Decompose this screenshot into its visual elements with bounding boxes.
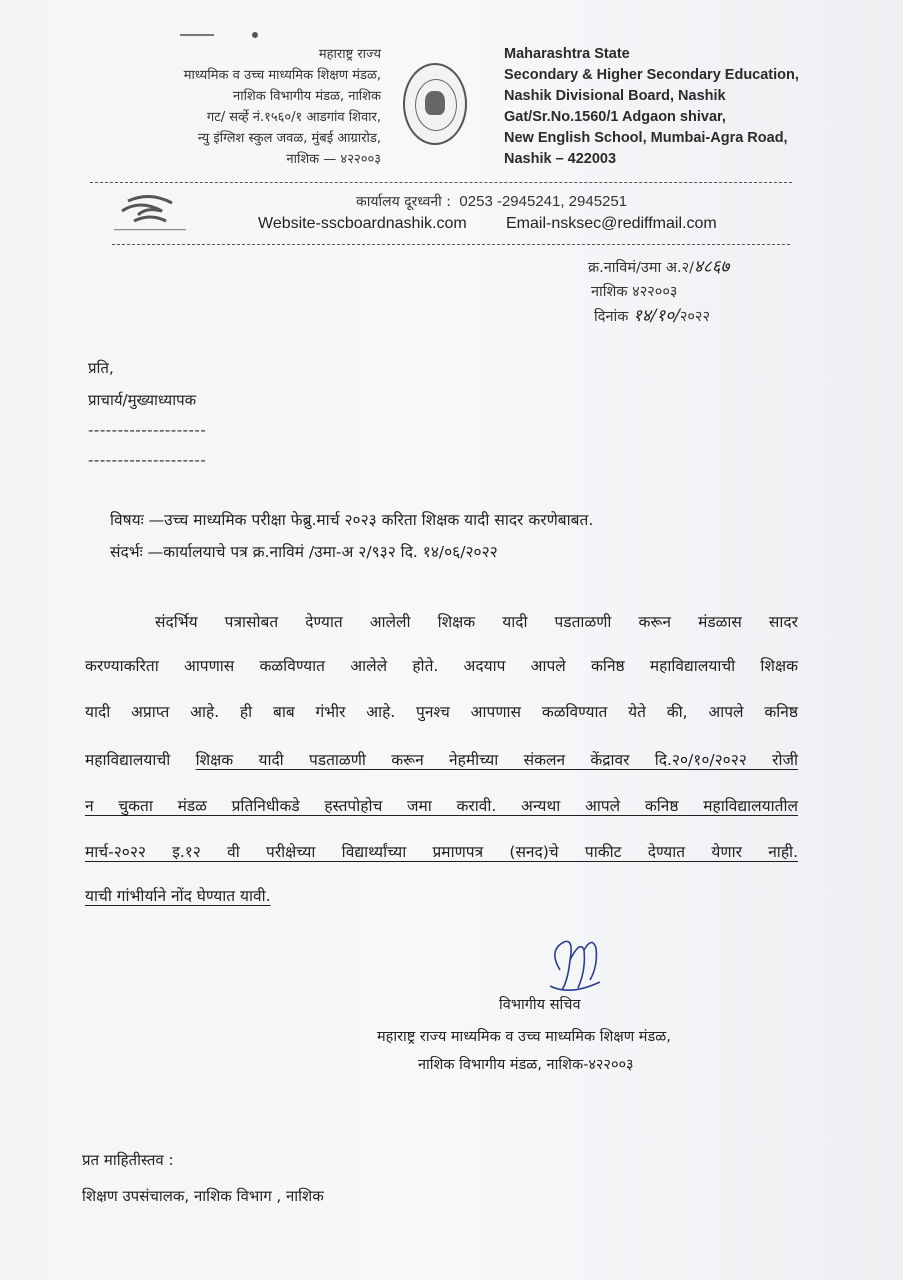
- phone-numbers: 0253 -2945241, 2945251: [459, 193, 628, 210]
- reference-number: [588, 255, 729, 280]
- addressee-designation: प्राचार्य/मुख्याध्यापक: [88, 391, 197, 409]
- body-line-4: [85, 748, 798, 770]
- body-line-1: संदर्भिय पत्रासोबत देण्यात आलेली शिक्षक यादी पडताळणी करून मंडळास सादर: [155, 613, 798, 631]
- phone-label: कार्यालय दूरध्वनी :: [356, 194, 451, 210]
- signatory-title: विभागीय सचिव: [499, 997, 581, 1013]
- header-marathi: [184, 44, 381, 170]
- signatory-division: नाशिक विभागीय मंडळ, नाशिक-४२२००३: [418, 1057, 634, 1073]
- header-en-line-4: Gat/Sr.No.1560/1 Adgaon shivar,: [504, 109, 726, 125]
- header-english: [504, 44, 799, 170]
- date-handwritten: १४/१०/: [633, 306, 680, 326]
- header-en-line-5: New English School, Mumbai-Agra Road,: [504, 130, 788, 146]
- ref-number-prefix: क्र.नाविमं/उमा अ.२/: [588, 260, 695, 276]
- board-logo-icon: [110, 193, 190, 233]
- reference-city: नाशिक ४२२००३: [591, 284, 678, 300]
- state-seal-emblem: [403, 63, 467, 145]
- copy-to-recipient: शिक्षण उपसंचालक, नाशिक विभाग , नाशिक: [82, 1187, 324, 1205]
- header-divider-top: [90, 182, 792, 183]
- body-line-4-plain: महाविद्यालयाची: [85, 751, 196, 769]
- body-line-3: यादी अप्राप्त आहे. ही बाब गंभीर आहे. पुनश्च आपणास कळविण्यात येते की, आपले कनिष्ठ: [85, 703, 798, 721]
- body-line-6: मार्च-२०२२ इ.१२ वी परीक्षेच्या विद्यार्थ्यांच्या प्रमाणपत्र (सनद)चे पाकीट देण्यात येणार नाही.: [85, 843, 798, 861]
- body-line-2: करण्याकरिता आपणास कळविण्यात आलेले होते. अदयाप आपले कनिष्ठ महाविद्यालयाची शिक्षक: [85, 657, 798, 675]
- email-text: Email-nsksec@rediffmail.com: [506, 215, 717, 232]
- website-text: Website-sscboardnashik.com: [258, 215, 467, 232]
- date-prefix: दिनांक: [594, 309, 629, 325]
- header-en-line-1: Maharashtra State: [504, 46, 630, 62]
- header-en-line-2: Secondary & Higher Secondary Education,: [504, 67, 799, 83]
- addressee-blank-1: --------------------: [88, 421, 207, 439]
- header-mr-line-6: नाशिक — ४२२००३: [286, 152, 381, 167]
- pin-dot: [252, 32, 258, 38]
- body-line-4-underlined: शिक्षक यादी पडताळणी करून नेहमीच्या संकलन केंद्रावर दि.२०/१०/२०२२ रोजी: [195, 751, 799, 769]
- body-line-7: याची गांभीर्याने नोंद घेण्यात यावी.: [85, 887, 271, 905]
- header-divider-bottom: [112, 244, 790, 245]
- ref-number-handwritten: ४८६७: [694, 257, 730, 277]
- header-mr-line-3: नाशिक विभागीय मंडळ, नाशिक: [232, 89, 381, 104]
- office-phone: [356, 192, 627, 211]
- subject-line: विषयः —उच्च माध्यमिक परीक्षा फेब्रु.मार्च २०२३ करिता शिक्षक यादी सादर करणेबाबत.: [110, 511, 594, 529]
- reference-date: [594, 304, 710, 329]
- header-en-line-3: Nashik Divisional Board, Nashik: [504, 88, 726, 104]
- header-en-line-6: Nashik – 422003: [504, 151, 617, 167]
- subject-reference-line: संदर्भः —कार्यालयाचे पत्र क्र.नाविमं /उमा-अ २/९३२ दि. १४/०६/२०२२: [110, 543, 498, 561]
- handwritten-signature: [540, 930, 610, 1000]
- signatory-board: महाराष्ट्र राज्य माध्यमिक व उच्च माध्यमिक शिक्षण मंडळ,: [377, 1029, 671, 1045]
- staple-mark: [180, 34, 214, 36]
- header-mr-line-1: महाराष्ट्र राज्य: [318, 47, 381, 62]
- addressee-to: प्रति,: [88, 359, 114, 377]
- header-mr-line-4: गट/ सर्व्हे नं.१५६०/१ आडगांव शिवार,: [206, 110, 381, 125]
- header-mr-line-2: माध्यमिक व उच्च माध्यमिक शिक्षण मंडळ,: [183, 68, 381, 83]
- body-line-5: न चुकता मंडळ प्रतिनिधीकडे हस्तपोहोच जमा करावी. अन्यथा आपले कनिष्ठ महाविद्यालयातील: [85, 797, 798, 815]
- date-year: २०२२: [679, 309, 711, 325]
- header-mr-line-5: न्यु इंग्लिश स्कुल जवळ, मुंबई आग्रारोड,: [197, 131, 381, 146]
- copy-to-label: प्रत माहितीस्तव :: [82, 1151, 174, 1169]
- addressee-blank-2: --------------------: [88, 451, 207, 469]
